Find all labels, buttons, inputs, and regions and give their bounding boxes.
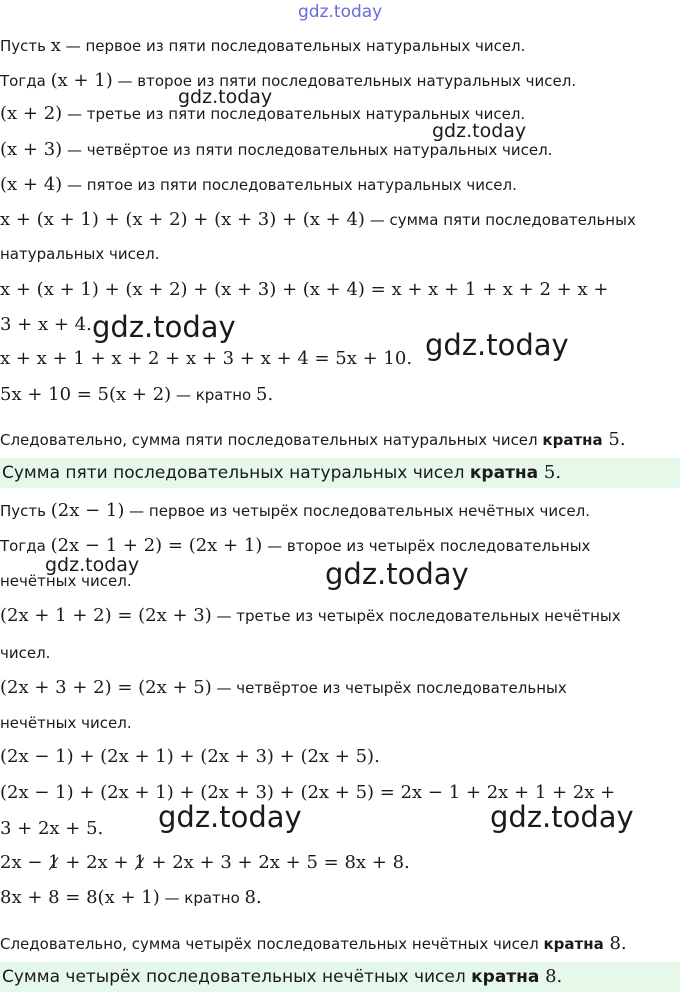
solution-line bbox=[0, 279, 608, 300]
math: 5. bbox=[538, 462, 562, 483]
math: x + (x + 1) + (x + 2) + (x + 3) + (x + 4) = x + x + 1 + x + 2 + x + bbox=[0, 279, 609, 300]
bold-text: кратна bbox=[542, 431, 603, 449]
solution-line bbox=[0, 103, 525, 124]
conclusion-line bbox=[0, 933, 627, 954]
text: — кратно bbox=[171, 386, 256, 404]
text: — третье из пяти последовательных натуральных чисел. bbox=[62, 105, 526, 123]
text: — второе из пяти последовательных натуральных чисел. bbox=[112, 72, 577, 90]
solution-line bbox=[0, 174, 517, 195]
solution-line bbox=[0, 139, 552, 160]
solution-line bbox=[0, 209, 636, 230]
solution-line bbox=[0, 605, 621, 626]
math: (2x − 1) + (2x + 1) + (2x + 3) + (2x + 5). bbox=[0, 746, 380, 767]
math: (2x − 1) + (2x + 1) + (2x + 3) + (2x + 5) = 2x − 1 + 2x + 1 + 2x + bbox=[0, 782, 616, 803]
solution-line bbox=[0, 535, 590, 556]
solution-line bbox=[0, 714, 132, 732]
text: чисел. bbox=[0, 644, 51, 662]
answer-band bbox=[0, 458, 680, 488]
watermark: gdz.today bbox=[92, 310, 236, 344]
math: x + x + 1 + x + 2 + x + 3 + x + 4 = 5x + 10. bbox=[0, 348, 413, 369]
text: — кратно bbox=[159, 889, 245, 907]
solution-line bbox=[0, 70, 576, 91]
math: x bbox=[50, 35, 61, 56]
math: (2x − 1) bbox=[50, 500, 125, 521]
bold-text: кратна bbox=[543, 935, 604, 953]
watermark: gdz.today bbox=[45, 554, 140, 576]
bold-text: кратна bbox=[469, 463, 539, 483]
text: — четвёртое из четырёх последовательных bbox=[211, 679, 567, 697]
watermark: gdz.today bbox=[158, 800, 302, 834]
text: Следовательно, сумма пяти последовательных натуральных чисел bbox=[0, 431, 543, 449]
text: — сумма пяти последовательных bbox=[364, 211, 636, 229]
text: нечётных чисел. bbox=[0, 714, 132, 732]
math: 3 + 2x + 5. bbox=[0, 818, 104, 839]
solution-line bbox=[0, 746, 380, 767]
watermark: gdz.today bbox=[178, 86, 273, 108]
crossed-out-term: 1 bbox=[134, 852, 146, 873]
math: (x + 3) bbox=[0, 139, 63, 160]
solution-line bbox=[0, 572, 132, 590]
math: 5. bbox=[256, 384, 274, 405]
math: 8x + 8 = 8(x + 1) bbox=[0, 887, 160, 908]
text: нечётных чисел. bbox=[0, 572, 132, 590]
math: 8. bbox=[539, 966, 563, 987]
text: Сумма четырёх последовательных нечётных чисел bbox=[2, 967, 472, 987]
math: (x + 1) bbox=[50, 70, 113, 91]
math: x + (x + 1) + (x + 2) + (x + 3) + (x + 4) bbox=[0, 209, 365, 230]
text: — первое из четырёх последовательных нечётных чисел. bbox=[124, 502, 590, 520]
solution-line bbox=[0, 677, 567, 698]
solution-line bbox=[0, 314, 92, 335]
watermark: gdz.today bbox=[425, 328, 569, 362]
math: (2x + 1 + 2) = (2x + 3) bbox=[0, 605, 212, 626]
text: натуральных чисел. bbox=[0, 245, 160, 263]
text: Тогда bbox=[0, 72, 51, 90]
solution-line bbox=[0, 245, 160, 263]
math: (x + 2) bbox=[0, 103, 63, 124]
math: 3 + x + 4. bbox=[0, 314, 92, 335]
text: — первое из пяти последовательных натуральных чисел. bbox=[60, 37, 526, 55]
solution-line bbox=[0, 818, 103, 839]
solution-line bbox=[0, 782, 615, 803]
math: + 2x + 3 + 2x + 5 = 8x + 8. bbox=[145, 852, 410, 873]
watermark-top: gdz.today bbox=[298, 2, 383, 22]
math: 5. bbox=[602, 429, 626, 450]
math: (2x − 1 + 2) = (2x + 1) bbox=[50, 535, 263, 556]
math: + 2x + bbox=[59, 852, 135, 873]
solution-line bbox=[0, 887, 262, 908]
bold-text: кратна bbox=[471, 967, 540, 987]
solution-line bbox=[0, 35, 525, 56]
text: Пусть bbox=[0, 502, 51, 520]
watermark: gdz.today bbox=[325, 557, 469, 591]
math: 5x + 10 = 5(x + 2) bbox=[0, 384, 172, 405]
math: (2x + 3 + 2) = (2x + 5) bbox=[0, 677, 212, 698]
text: Тогда bbox=[0, 537, 51, 555]
math: (x + 4) bbox=[0, 174, 63, 195]
text: — третье из четырёх последовательных нечётных bbox=[211, 607, 621, 625]
math: 2x − bbox=[0, 852, 49, 873]
crossed-out-term: 1 bbox=[48, 852, 60, 873]
text: — второе из четырёх последовательных bbox=[262, 537, 591, 555]
math: 8. bbox=[603, 933, 627, 954]
conclusion-line bbox=[0, 429, 626, 450]
solution-line bbox=[0, 384, 273, 405]
text: Пусть bbox=[0, 37, 51, 55]
watermark: gdz.today bbox=[432, 120, 527, 142]
solution-line bbox=[0, 852, 410, 873]
text: — четвёртое из пяти последовательных натуральных чисел. bbox=[62, 141, 553, 159]
text: Сумма пяти последовательных натуральных чисел bbox=[2, 463, 470, 483]
math: 8. bbox=[244, 887, 262, 908]
answer-band bbox=[0, 962, 680, 992]
text: — пятое из пяти последовательных натуральных чисел. bbox=[62, 176, 517, 194]
solution-line bbox=[0, 644, 50, 662]
solution-line bbox=[0, 500, 590, 521]
watermark: gdz.today bbox=[490, 800, 634, 834]
text: Следовательно, сумма четырёх последовательных нечётных чисел bbox=[0, 935, 544, 953]
solution-line bbox=[0, 348, 412, 369]
